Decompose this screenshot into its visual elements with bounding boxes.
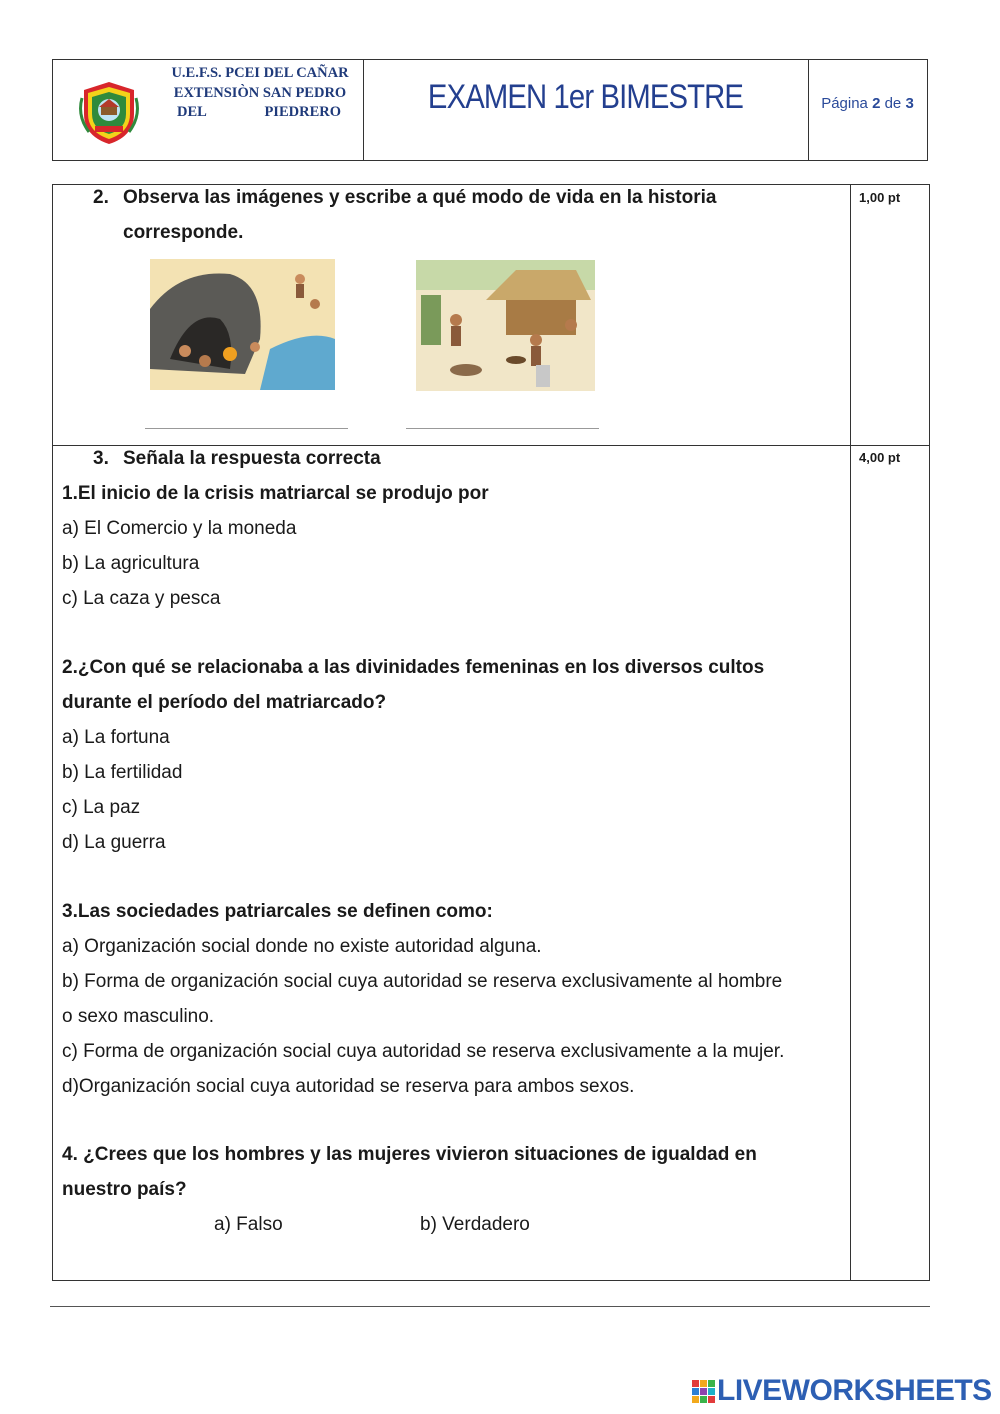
school-name-line2: EXTENSIÒN SAN PEDRO (173, 84, 347, 101)
sub1-option-b[interactable]: b) La agricultura (62, 553, 200, 574)
exam-title: EXAMEN 1er BIMESTRE (427, 78, 744, 116)
answer-blank-1[interactable] (145, 428, 348, 429)
brand-name: LIVEWORKSHEETS (717, 1374, 992, 1407)
page-number (808, 95, 927, 112)
sub2-option-a[interactable]: a) La fortuna (62, 727, 170, 748)
sub3-option-b-cont[interactable]: o sexo masculino. (62, 1006, 215, 1027)
q2-number: 2. (93, 187, 109, 208)
logo-grid-icon (692, 1380, 715, 1403)
school-name-line3b: PIEDRERO (264, 104, 341, 120)
liveworksheets-logo (692, 1374, 992, 1408)
sub4-question-line1: 4. ¿Crees que los hombres y las mujeres vivieron situaciones de igualdad en (62, 1144, 757, 1165)
page-total: 3 (905, 95, 914, 112)
school-cell (53, 60, 364, 160)
sub2-option-c[interactable]: c) La paz (62, 797, 141, 818)
page-prefix: Página (821, 95, 868, 112)
q2-points: 1,00 pt (859, 190, 901, 205)
q2-text-line1: Observa las imágenes y escribe a qué modo de vida en la historia (123, 187, 717, 208)
school-name-line3a: DEL (177, 104, 207, 120)
answer-blank-2[interactable] (406, 428, 599, 429)
page-cell (808, 60, 927, 160)
sub1-option-c[interactable]: c) La caza y pesca (62, 588, 221, 609)
sub3-option-b[interactable]: b) Forma de organización social cuya autoridad se reserva exclusivamente al hombre (62, 971, 783, 992)
points-divider (850, 185, 851, 1280)
page-sep: de (884, 95, 902, 112)
village-farmers-image (416, 260, 595, 391)
exam-header (52, 59, 928, 161)
sub3-option-c[interactable]: c) Forma de organización social cuya autoridad se reserva exclusivamente a la mujer. (62, 1041, 785, 1062)
sub3-option-d[interactable]: d)Organización social cuya autoridad se reserva para ambos sexos. (62, 1076, 635, 1097)
q3-title: Señala la respuesta correcta (123, 448, 381, 469)
sub4-question-line2: nuestro país? (62, 1179, 187, 1200)
sub2-option-b[interactable]: b) La fertilidad (62, 762, 183, 783)
q3-points: 4,00 pt (859, 450, 901, 465)
sub4-option-true[interactable]: b) Verdadero (420, 1214, 530, 1235)
sub4-option-false[interactable]: a) Falso (214, 1214, 283, 1235)
sub1-question: 1.El inicio de la crisis matriarcal se produjo por (62, 483, 489, 504)
sub3-option-a[interactable]: a) Organización social donde no existe autoridad alguna. (62, 936, 542, 957)
sub1-option-a[interactable]: a) El Comercio y la moneda (62, 518, 297, 539)
questions-table (52, 184, 930, 1281)
sub3-question: 3.Las sociedades patriarcales se definen como: (62, 901, 493, 922)
footer-rule (50, 1306, 930, 1307)
school-name-line1: U.E.F.S. PCEI DEL CAÑAR (171, 65, 349, 81)
q3-number: 3. (93, 448, 109, 469)
q2-text-line2: corresponde. (123, 222, 244, 243)
title-cell (363, 60, 809, 160)
sub2-question-line1: 2.¿Con qué se relacionaba a las divinidades femeninas en los diversos cultos (62, 657, 765, 678)
school-crest-icon (79, 80, 139, 146)
sub2-question-line2: durante el período del matriarcado? (62, 692, 387, 713)
cave-dwellers-image (150, 259, 335, 390)
sub2-option-d[interactable]: d) La guerra (62, 832, 166, 853)
school-name (165, 64, 355, 123)
page-current: 2 (872, 95, 881, 112)
